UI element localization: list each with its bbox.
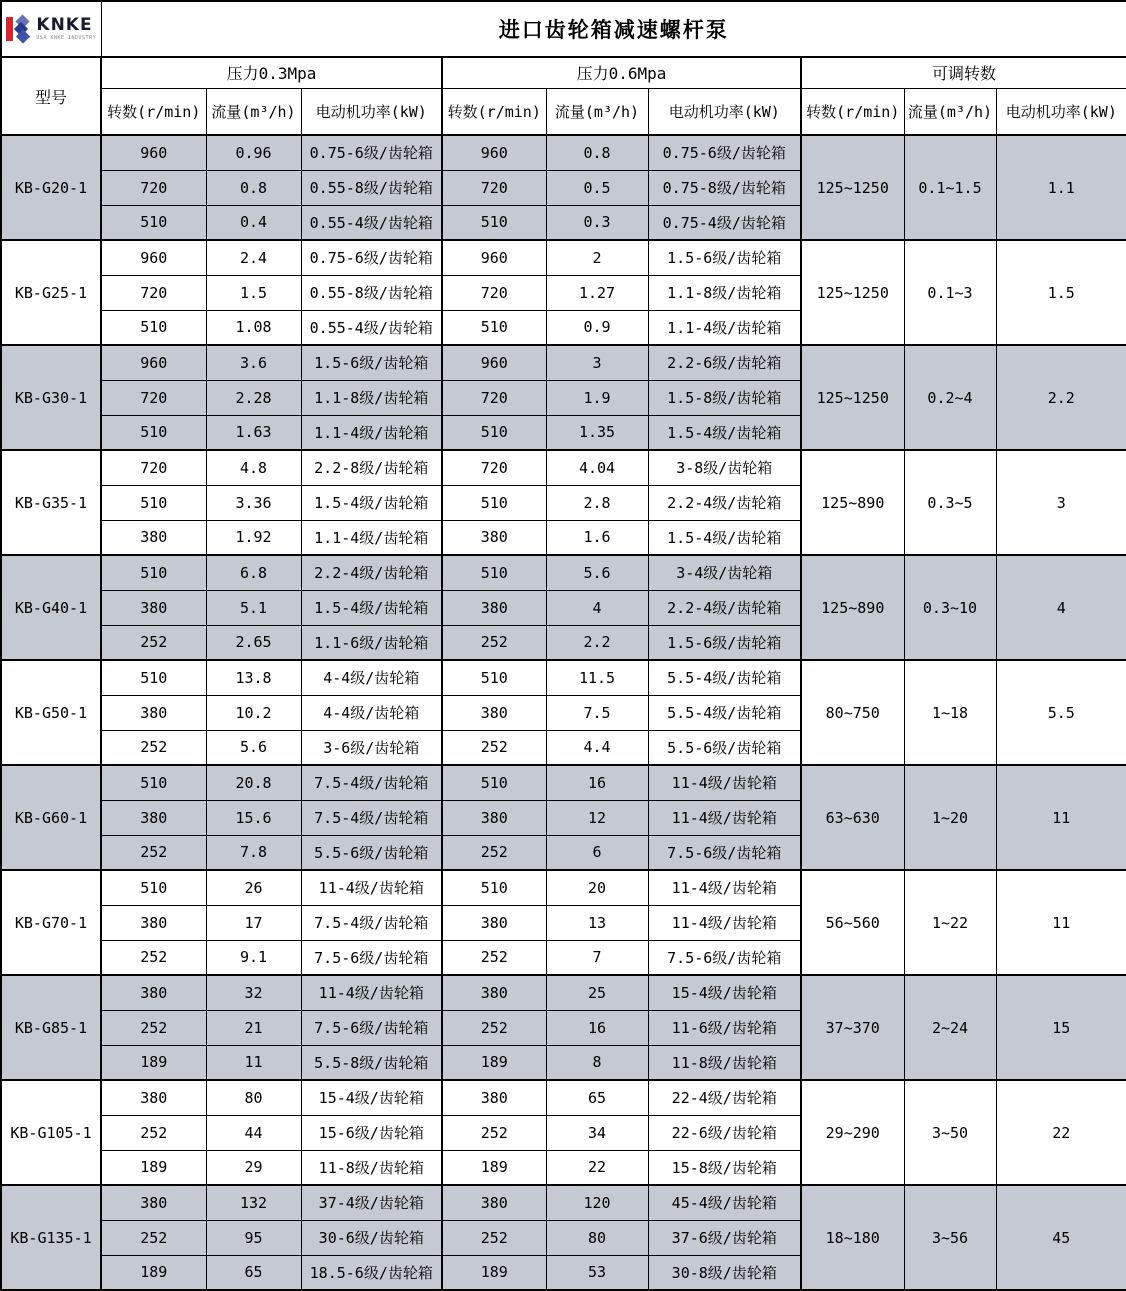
- table-row: [1, 660, 1126, 695]
- adj-power-cell: 22: [996, 1080, 1126, 1185]
- adj-speed-cell: 37~370: [801, 975, 904, 1080]
- flow-cell: 0.8: [206, 170, 301, 205]
- flow-cell: 0.96: [206, 135, 301, 170]
- flow-cell: 1.63: [206, 415, 301, 450]
- adj-speed-cell: 63~630: [801, 765, 904, 870]
- spec-table-head-section: [1, 1, 1126, 135]
- power-cell: 15-6级/齿轮箱: [301, 1115, 442, 1150]
- column-group-header-row: [1, 57, 1126, 88]
- power-cell: 22-4级/齿轮箱: [648, 1080, 801, 1115]
- adj-power-cell: 5.5: [996, 660, 1126, 765]
- power-cell: 2.2-6级/齿轮箱: [648, 345, 801, 380]
- flow-cell: 5.6: [206, 730, 301, 765]
- adj-flow-cell: 2~24: [904, 975, 996, 1080]
- adj-flow-cell: 0.3~10: [904, 555, 996, 660]
- speed-cell: 380: [101, 1080, 206, 1115]
- power-cell: 15-8级/齿轮箱: [648, 1150, 801, 1185]
- speed-cell: 960: [101, 240, 206, 275]
- flow-cell: 20.8: [206, 765, 301, 800]
- power-cell: 11-8级/齿轮箱: [648, 1045, 801, 1080]
- speed-cell: 189: [101, 1150, 206, 1185]
- speed-cell: 510: [442, 555, 546, 590]
- power-cell: 5.5-6级/齿轮箱: [648, 730, 801, 765]
- flow-cell: 7.5: [546, 695, 648, 730]
- adj-flow-cell: 1~20: [904, 765, 996, 870]
- speed-cell: 252: [101, 730, 206, 765]
- power-cell: 2.2-8级/齿轮箱: [301, 450, 442, 485]
- speed-cell: 510: [442, 310, 546, 345]
- adj-flow-cell: 0.1~3: [904, 240, 996, 345]
- flow-cell: 7.8: [206, 835, 301, 870]
- speed-cell: 510: [101, 870, 206, 905]
- power-cell: 7.5-6级/齿轮箱: [648, 835, 801, 870]
- power-cell: 0.75-4级/齿轮箱: [648, 205, 801, 240]
- speed-cell: 720: [442, 380, 546, 415]
- flow-cell: 21: [206, 1010, 301, 1045]
- speed-cell: 960: [442, 345, 546, 380]
- flow-cell: 13: [546, 905, 648, 940]
- speed-cell: 720: [101, 170, 206, 205]
- model-cell: KB-G105-1: [1, 1080, 101, 1185]
- adj-flow-cell: 0.1~1.5: [904, 135, 996, 240]
- speed-cell: 960: [101, 135, 206, 170]
- model-cell: KB-G60-1: [1, 765, 101, 870]
- speed-cell: 252: [442, 1115, 546, 1150]
- adj-flow-cell: 3~56: [904, 1185, 996, 1290]
- speed-cell: 960: [101, 345, 206, 380]
- flow-cell: 11.5: [546, 660, 648, 695]
- speed-cell: 252: [101, 940, 206, 975]
- adj-speed-cell: 29~290: [801, 1080, 904, 1185]
- model-column-header: 型号: [1, 57, 101, 135]
- power-cell: 1.5-6级/齿轮箱: [301, 345, 442, 380]
- speed-cell: 510: [101, 485, 206, 520]
- flow-cell: 10.2: [206, 695, 301, 730]
- power-cell: 18.5-6级/齿轮箱: [301, 1255, 442, 1290]
- speed-cell: 380: [442, 800, 546, 835]
- speed-cell: 252: [442, 625, 546, 660]
- speed-cell: 510: [101, 310, 206, 345]
- power-cell: 7.5-4级/齿轮箱: [301, 765, 442, 800]
- flow-cell: 2.28: [206, 380, 301, 415]
- subheader-speed: 转数(r/min): [101, 88, 206, 135]
- flow-cell: 15.6: [206, 800, 301, 835]
- power-cell: 3-8级/齿轮箱: [648, 450, 801, 485]
- brand-subtitle: USA KNKE INDUSTRY: [36, 35, 97, 41]
- speed-cell: 380: [442, 905, 546, 940]
- power-cell: 5.5-6级/齿轮箱: [301, 835, 442, 870]
- flow-cell: 9.1: [206, 940, 301, 975]
- model-cell: KB-G70-1: [1, 870, 101, 975]
- flow-cell: 22: [546, 1150, 648, 1185]
- speed-cell: 252: [442, 730, 546, 765]
- speed-cell: 252: [101, 835, 206, 870]
- speed-cell: 510: [101, 555, 206, 590]
- speed-cell: 720: [101, 380, 206, 415]
- speed-cell: 720: [442, 170, 546, 205]
- power-cell: 3-6级/齿轮箱: [301, 730, 442, 765]
- brand-name: KNKE: [36, 15, 93, 35]
- adj-speed-cell: 125~1250: [801, 135, 904, 240]
- flow-cell: 53: [546, 1255, 648, 1290]
- subheader-flow: 流量(m³/h): [546, 88, 648, 135]
- speed-cell: 960: [442, 240, 546, 275]
- speed-cell: 510: [442, 870, 546, 905]
- speed-cell: 380: [442, 520, 546, 555]
- flow-cell: 120: [546, 1185, 648, 1220]
- model-cell: KB-G135-1: [1, 1185, 101, 1290]
- power-cell: 11-4级/齿轮箱: [648, 765, 801, 800]
- title-row: [1, 1, 1126, 57]
- power-cell: 11-6级/齿轮箱: [648, 1010, 801, 1045]
- power-cell: 11-4级/齿轮箱: [301, 870, 442, 905]
- adj-power-cell: 15: [996, 975, 1126, 1080]
- flow-cell: 3: [546, 345, 648, 380]
- speed-cell: 720: [442, 275, 546, 310]
- power-cell: 1.5-4级/齿轮箱: [648, 520, 801, 555]
- power-cell: 11-4级/齿轮箱: [648, 870, 801, 905]
- flow-cell: 16: [546, 1010, 648, 1045]
- speed-cell: 189: [442, 1255, 546, 1290]
- flow-cell: 2.8: [546, 485, 648, 520]
- power-cell: 30-8级/齿轮箱: [648, 1255, 801, 1290]
- model-cell: KB-G35-1: [1, 450, 101, 555]
- adj-flow-cell: 0.3~5: [904, 450, 996, 555]
- power-cell: 15-4级/齿轮箱: [301, 1080, 442, 1115]
- flow-cell: 20: [546, 870, 648, 905]
- model-cell: KB-G30-1: [1, 345, 101, 450]
- table-row: [1, 765, 1126, 800]
- power-cell: 5.5-4级/齿轮箱: [648, 660, 801, 695]
- adj-power-cell: 2.2: [996, 345, 1126, 450]
- speed-cell: 720: [101, 275, 206, 310]
- speed-cell: 510: [101, 415, 206, 450]
- logo-cell: [1, 1, 101, 57]
- model-cell: KB-G40-1: [1, 555, 101, 660]
- flow-cell: 2.4: [206, 240, 301, 275]
- table-row: [1, 870, 1126, 905]
- adj-power-cell: 1.5: [996, 240, 1126, 345]
- flow-cell: 5.6: [546, 555, 648, 590]
- speed-cell: 252: [101, 625, 206, 660]
- speed-cell: 380: [442, 590, 546, 625]
- speed-cell: 510: [442, 765, 546, 800]
- model-cell: KB-G20-1: [1, 135, 101, 240]
- adj-power-cell: 3: [996, 450, 1126, 555]
- subheader-power: 电动机功率(kW): [301, 88, 442, 135]
- speed-cell: 960: [442, 135, 546, 170]
- speed-cell: 380: [101, 520, 206, 555]
- speed-cell: 189: [442, 1045, 546, 1080]
- subheader-speed: 转数(r/min): [801, 88, 904, 135]
- power-cell: 0.55-8级/齿轮箱: [301, 170, 442, 205]
- group-header-pressure-03: 压力0.3Mpa: [101, 57, 442, 88]
- power-cell: 1.5-8级/齿轮箱: [648, 380, 801, 415]
- table-row: [1, 1185, 1126, 1220]
- flow-cell: 0.4: [206, 205, 301, 240]
- flow-cell: 3.36: [206, 485, 301, 520]
- flow-cell: 80: [206, 1080, 301, 1115]
- power-cell: 1.1-4级/齿轮箱: [648, 310, 801, 345]
- flow-cell: 1.08: [206, 310, 301, 345]
- table-row: [1, 975, 1126, 1010]
- power-cell: 1.5-4级/齿轮箱: [301, 590, 442, 625]
- table-row: [1, 135, 1126, 170]
- power-cell: 1.5-4级/齿轮箱: [648, 415, 801, 450]
- flow-cell: 4: [546, 590, 648, 625]
- flow-cell: 29: [206, 1150, 301, 1185]
- adj-speed-cell: 125~890: [801, 555, 904, 660]
- power-cell: 11-4级/齿轮箱: [301, 975, 442, 1010]
- flow-cell: 0.3: [546, 205, 648, 240]
- power-cell: 0.75-6级/齿轮箱: [301, 135, 442, 170]
- power-cell: 0.75-6级/齿轮箱: [301, 240, 442, 275]
- table-row: [1, 240, 1126, 275]
- speed-cell: 380: [101, 975, 206, 1010]
- table-row: [1, 450, 1126, 485]
- power-cell: 3-4级/齿轮箱: [648, 555, 801, 590]
- power-cell: 1.5-6级/齿轮箱: [648, 625, 801, 660]
- flow-cell: 1.35: [546, 415, 648, 450]
- speed-cell: 510: [442, 660, 546, 695]
- flow-cell: 65: [546, 1080, 648, 1115]
- speed-cell: 380: [101, 590, 206, 625]
- flow-cell: 1.9: [546, 380, 648, 415]
- adj-speed-cell: 125~1250: [801, 240, 904, 345]
- power-cell: 1.1-6级/齿轮箱: [301, 625, 442, 660]
- power-cell: 11-4级/齿轮箱: [648, 800, 801, 835]
- flow-cell: 17: [206, 905, 301, 940]
- brand-logo: [4, 14, 99, 44]
- speed-cell: 380: [442, 695, 546, 730]
- flow-cell: 4.04: [546, 450, 648, 485]
- model-cell: KB-G85-1: [1, 975, 101, 1080]
- power-cell: 15-4级/齿轮箱: [648, 975, 801, 1010]
- table-row: [1, 1080, 1126, 1115]
- power-cell: 1.1-8级/齿轮箱: [301, 380, 442, 415]
- power-cell: 22-6级/齿轮箱: [648, 1115, 801, 1150]
- group-header-adjustable: 可调转数: [801, 57, 1126, 88]
- subheader-power: 电动机功率(kW): [996, 88, 1126, 135]
- speed-cell: 252: [442, 1220, 546, 1255]
- speed-cell: 380: [442, 975, 546, 1010]
- flow-cell: 4.8: [206, 450, 301, 485]
- power-cell: 0.75-6级/齿轮箱: [648, 135, 801, 170]
- adj-speed-cell: 125~890: [801, 450, 904, 555]
- power-cell: 5.5-8级/齿轮箱: [301, 1045, 442, 1080]
- speed-cell: 720: [101, 450, 206, 485]
- speed-cell: 720: [442, 450, 546, 485]
- subheader-speed: 转数(r/min): [442, 88, 546, 135]
- power-cell: 7.5-4级/齿轮箱: [301, 905, 442, 940]
- flow-cell: 12: [546, 800, 648, 835]
- power-cell: 4-4级/齿轮箱: [301, 660, 442, 695]
- flow-cell: 80: [546, 1220, 648, 1255]
- power-cell: 37-4级/齿轮箱: [301, 1185, 442, 1220]
- speed-cell: 380: [101, 695, 206, 730]
- adj-power-cell: 4: [996, 555, 1126, 660]
- speed-cell: 510: [101, 765, 206, 800]
- flow-cell: 6: [546, 835, 648, 870]
- power-cell: 2.2-4级/齿轮箱: [301, 555, 442, 590]
- flow-cell: 2.65: [206, 625, 301, 660]
- speed-cell: 252: [442, 940, 546, 975]
- speed-cell: 510: [101, 660, 206, 695]
- knke-logo-icon: [6, 14, 32, 44]
- flow-cell: 16: [546, 765, 648, 800]
- adj-flow-cell: 1~18: [904, 660, 996, 765]
- flow-cell: 44: [206, 1115, 301, 1150]
- flow-cell: 8: [546, 1045, 648, 1080]
- model-cell: KB-G50-1: [1, 660, 101, 765]
- flow-cell: 6.8: [206, 555, 301, 590]
- power-cell: 7.5-6级/齿轮箱: [301, 940, 442, 975]
- power-cell: 0.55-8级/齿轮箱: [301, 275, 442, 310]
- speed-cell: 380: [442, 1080, 546, 1115]
- flow-cell: 65: [206, 1255, 301, 1290]
- speed-cell: 252: [442, 1010, 546, 1045]
- flow-cell: 132: [206, 1185, 301, 1220]
- power-cell: 0.75-8级/齿轮箱: [648, 170, 801, 205]
- table-row: [1, 555, 1126, 590]
- table-row: [1, 345, 1126, 380]
- power-cell: 45-4级/齿轮箱: [648, 1185, 801, 1220]
- flow-cell: 34: [546, 1115, 648, 1150]
- flow-cell: 5.1: [206, 590, 301, 625]
- flow-cell: 3.6: [206, 345, 301, 380]
- flow-cell: 1.5: [206, 275, 301, 310]
- adj-speed-cell: 56~560: [801, 870, 904, 975]
- speed-cell: 189: [442, 1150, 546, 1185]
- power-cell: 1.1-4级/齿轮箱: [301, 520, 442, 555]
- adj-speed-cell: 18~180: [801, 1185, 904, 1290]
- adj-speed-cell: 80~750: [801, 660, 904, 765]
- power-cell: 2.2-4级/齿轮箱: [648, 485, 801, 520]
- flow-cell: 13.8: [206, 660, 301, 695]
- adj-power-cell: 11: [996, 765, 1126, 870]
- speed-cell: 252: [101, 1115, 206, 1150]
- power-cell: 1.1-8级/齿轮箱: [648, 275, 801, 310]
- flow-cell: 4.4: [546, 730, 648, 765]
- flow-cell: 1.92: [206, 520, 301, 555]
- flow-cell: 1.27: [546, 275, 648, 310]
- subheader-power: 电动机功率(kW): [648, 88, 801, 135]
- power-cell: 7.5-6级/齿轮箱: [648, 940, 801, 975]
- page-title: 进口齿轮箱减速螺杆泵: [101, 1, 1126, 57]
- flow-cell: 0.9: [546, 310, 648, 345]
- subheader-flow: 流量(m³/h): [904, 88, 996, 135]
- power-cell: 11-4级/齿轮箱: [648, 905, 801, 940]
- speed-cell: 252: [442, 835, 546, 870]
- power-cell: 0.55-4级/齿轮箱: [301, 205, 442, 240]
- power-cell: 1.1-4级/齿轮箱: [301, 415, 442, 450]
- power-cell: 4-4级/齿轮箱: [301, 695, 442, 730]
- flow-cell: 25: [546, 975, 648, 1010]
- flow-cell: 1.6: [546, 520, 648, 555]
- subheader-flow: 流量(m³/h): [206, 88, 301, 135]
- power-cell: 11-8级/齿轮箱: [301, 1150, 442, 1185]
- power-cell: 30-6级/齿轮箱: [301, 1220, 442, 1255]
- speed-cell: 510: [442, 205, 546, 240]
- model-cell: KB-G25-1: [1, 240, 101, 345]
- power-cell: 1.5-4级/齿轮箱: [301, 485, 442, 520]
- speed-cell: 510: [101, 205, 206, 240]
- flow-cell: 95: [206, 1220, 301, 1255]
- power-cell: 5.5-4级/齿轮箱: [648, 695, 801, 730]
- adj-power-cell: 11: [996, 870, 1126, 975]
- flow-cell: 0.5: [546, 170, 648, 205]
- speed-cell: 510: [442, 485, 546, 520]
- speed-cell: 252: [101, 1220, 206, 1255]
- spec-table-body: [1, 135, 1126, 1290]
- speed-cell: 189: [101, 1045, 206, 1080]
- speed-cell: 189: [101, 1255, 206, 1290]
- flow-cell: 7: [546, 940, 648, 975]
- speed-cell: 380: [101, 905, 206, 940]
- speed-cell: 252: [101, 1010, 206, 1045]
- power-cell: 2.2-4级/齿轮箱: [648, 590, 801, 625]
- flow-cell: 11: [206, 1045, 301, 1080]
- adj-flow-cell: 3~50: [904, 1080, 996, 1185]
- flow-cell: 0.8: [546, 135, 648, 170]
- flow-cell: 32: [206, 975, 301, 1010]
- speed-cell: 380: [101, 800, 206, 835]
- power-cell: 1.5-6级/齿轮箱: [648, 240, 801, 275]
- adj-flow-cell: 1~22: [904, 870, 996, 975]
- power-cell: 7.5-6级/齿轮箱: [301, 1010, 442, 1045]
- adj-speed-cell: 125~1250: [801, 345, 904, 450]
- power-cell: 0.55-4级/齿轮箱: [301, 310, 442, 345]
- power-cell: 37-6级/齿轮箱: [648, 1220, 801, 1255]
- power-cell: 7.5-4级/齿轮箱: [301, 800, 442, 835]
- adj-power-cell: 1.1: [996, 135, 1126, 240]
- flow-cell: 26: [206, 870, 301, 905]
- sub-header-row: [1, 88, 1126, 135]
- speed-cell: 380: [442, 1185, 546, 1220]
- adj-flow-cell: 0.2~4: [904, 345, 996, 450]
- speed-cell: 380: [101, 1185, 206, 1220]
- speed-cell: 510: [442, 415, 546, 450]
- group-header-pressure-06: 压力0.6Mpa: [442, 57, 801, 88]
- adj-power-cell: 45: [996, 1185, 1126, 1290]
- flow-cell: 2.2: [546, 625, 648, 660]
- flow-cell: 2: [546, 240, 648, 275]
